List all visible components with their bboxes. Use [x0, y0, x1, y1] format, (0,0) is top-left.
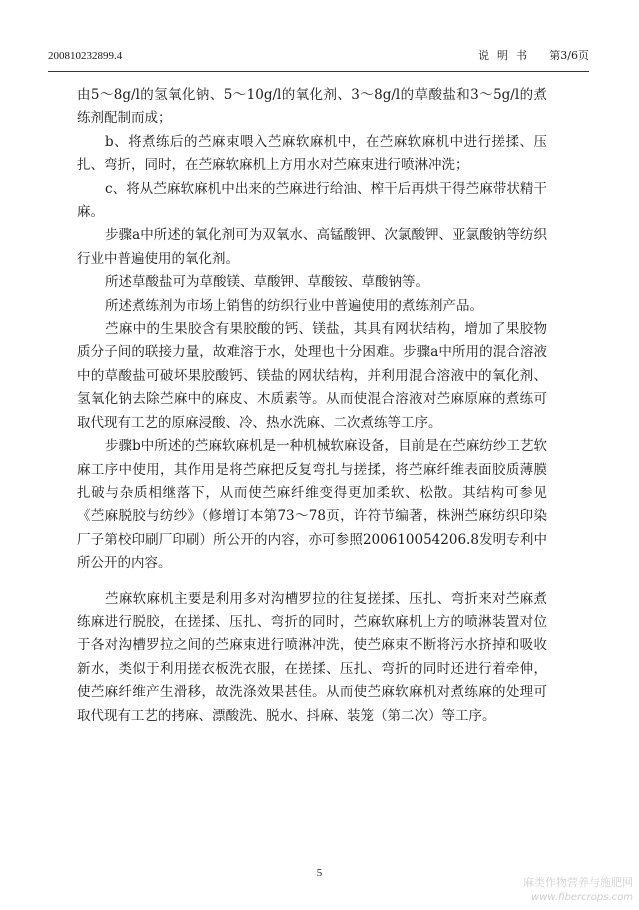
paragraph: 步骤a中所述的氧化剂可为双氧水、高锰酸钾、次氯酸钾、亚氯酸钠等纺织行业中普遍使用的氧化剂。 — [77, 227, 547, 267]
watermark-url: www.fibercrops.com — [531, 892, 633, 903]
paragraph: 步骤b中所述的苎麻软麻机是一种机械软麻设备，目前是在苎麻纺纱工艺软麻工序中使用，其作用是将苎麻把反复弯扎与搓揉，将苎麻纤维表面胶质薄膜扎破与杂质相继落下，从而使苎麻纤维变得更加柔软、松散。其结构可参见《苎麻脱胶与纺纱》（修增订本第73～78页，许符节编著，株洲苎麻纺织印染厂子第校印刷厂印刷）所公开的内容，亦可参照200610054206.8发明专利中所公开的内容。 — [77, 438, 547, 572]
page-number: 5 — [316, 867, 323, 879]
paragraph: c、将从苎麻软麻机中出来的苎麻进行给油、榨干后再烘干得苎麻带状精干麻。 — [77, 180, 547, 221]
paragraph: 所述煮练剂为市场上销售的纺织行业中普遍使用的煮练剂产品。 — [105, 297, 483, 314]
patent-application-number: 200810232899.4 — [48, 50, 123, 62]
document-body — [77, 84, 547, 728]
page-reference: 第3/6页 — [549, 49, 589, 62]
paragraph: 苎麻中的生果胶含有果胶酸的钙、镁盐，其具有网状结构，增加了果胶物质分子间的联接力量，故难溶于水，处理也十分困难。步骤a中所用的混合溶液中的草酸盐可破坏果胶酸钙、镁盐的网状结构，并利用混合溶液中的氧化剂、氢氧化钠去除苎麻中的麻皮、木质素等。从而使混合溶液对苎麻原麻的煮练可取代现有工艺的原麻浸酸、冷、热水洗麻、二次煮练等工序。 — [77, 321, 547, 431]
header-divider — [48, 71, 589, 72]
watermark-site-name: 麻类作物营养与施肥网 — [523, 876, 633, 889]
paragraph: b、将煮练后的苎麻束喂入苎麻软麻机中，在苎麻软麻机中进行搓揉、压扎、弯折，同时，在苎麻软麻机上方用水对苎麻束进行喷淋冲洗； — [77, 133, 547, 174]
page-header — [48, 49, 589, 63]
paragraph: 由5～8g/l的氢氧化钠、5～10g/l的氧化剂、3～8g/l的草酸盐和3～5g/l的煮练剂配制而成； — [77, 87, 547, 127]
paragraph: 苎麻软麻机主要是利用多对沟槽罗拉的往复搓揉、压扎、弯折来对苎麻煮练麻进行脱胶，在搓揉、压扎、弯折的同时，苎麻软麻机上方的喷淋装置对位于各对沟槽罗拉之间的苎麻束进行喷淋冲洗，使苎麻束不断将污水挤掉和吸收新水，类似于利用搓衣板洗衣服，在搓揉、压扎、弯折的同时还进行着牵伸，使苎麻纤维产生滑移，故洗涤效果甚佳。从而使苎麻软麻机对煮练麻的处理可取代现有工艺的拷麻、漂酸洗、脱水、抖麻、装笼（第二次）等工序。 — [77, 590, 547, 724]
document-type-title: 说明书 — [478, 49, 535, 62]
paragraph: 所述草酸盐可为草酸镁、草酸钾、草酸铵、草酸钠等。 — [105, 274, 429, 291]
